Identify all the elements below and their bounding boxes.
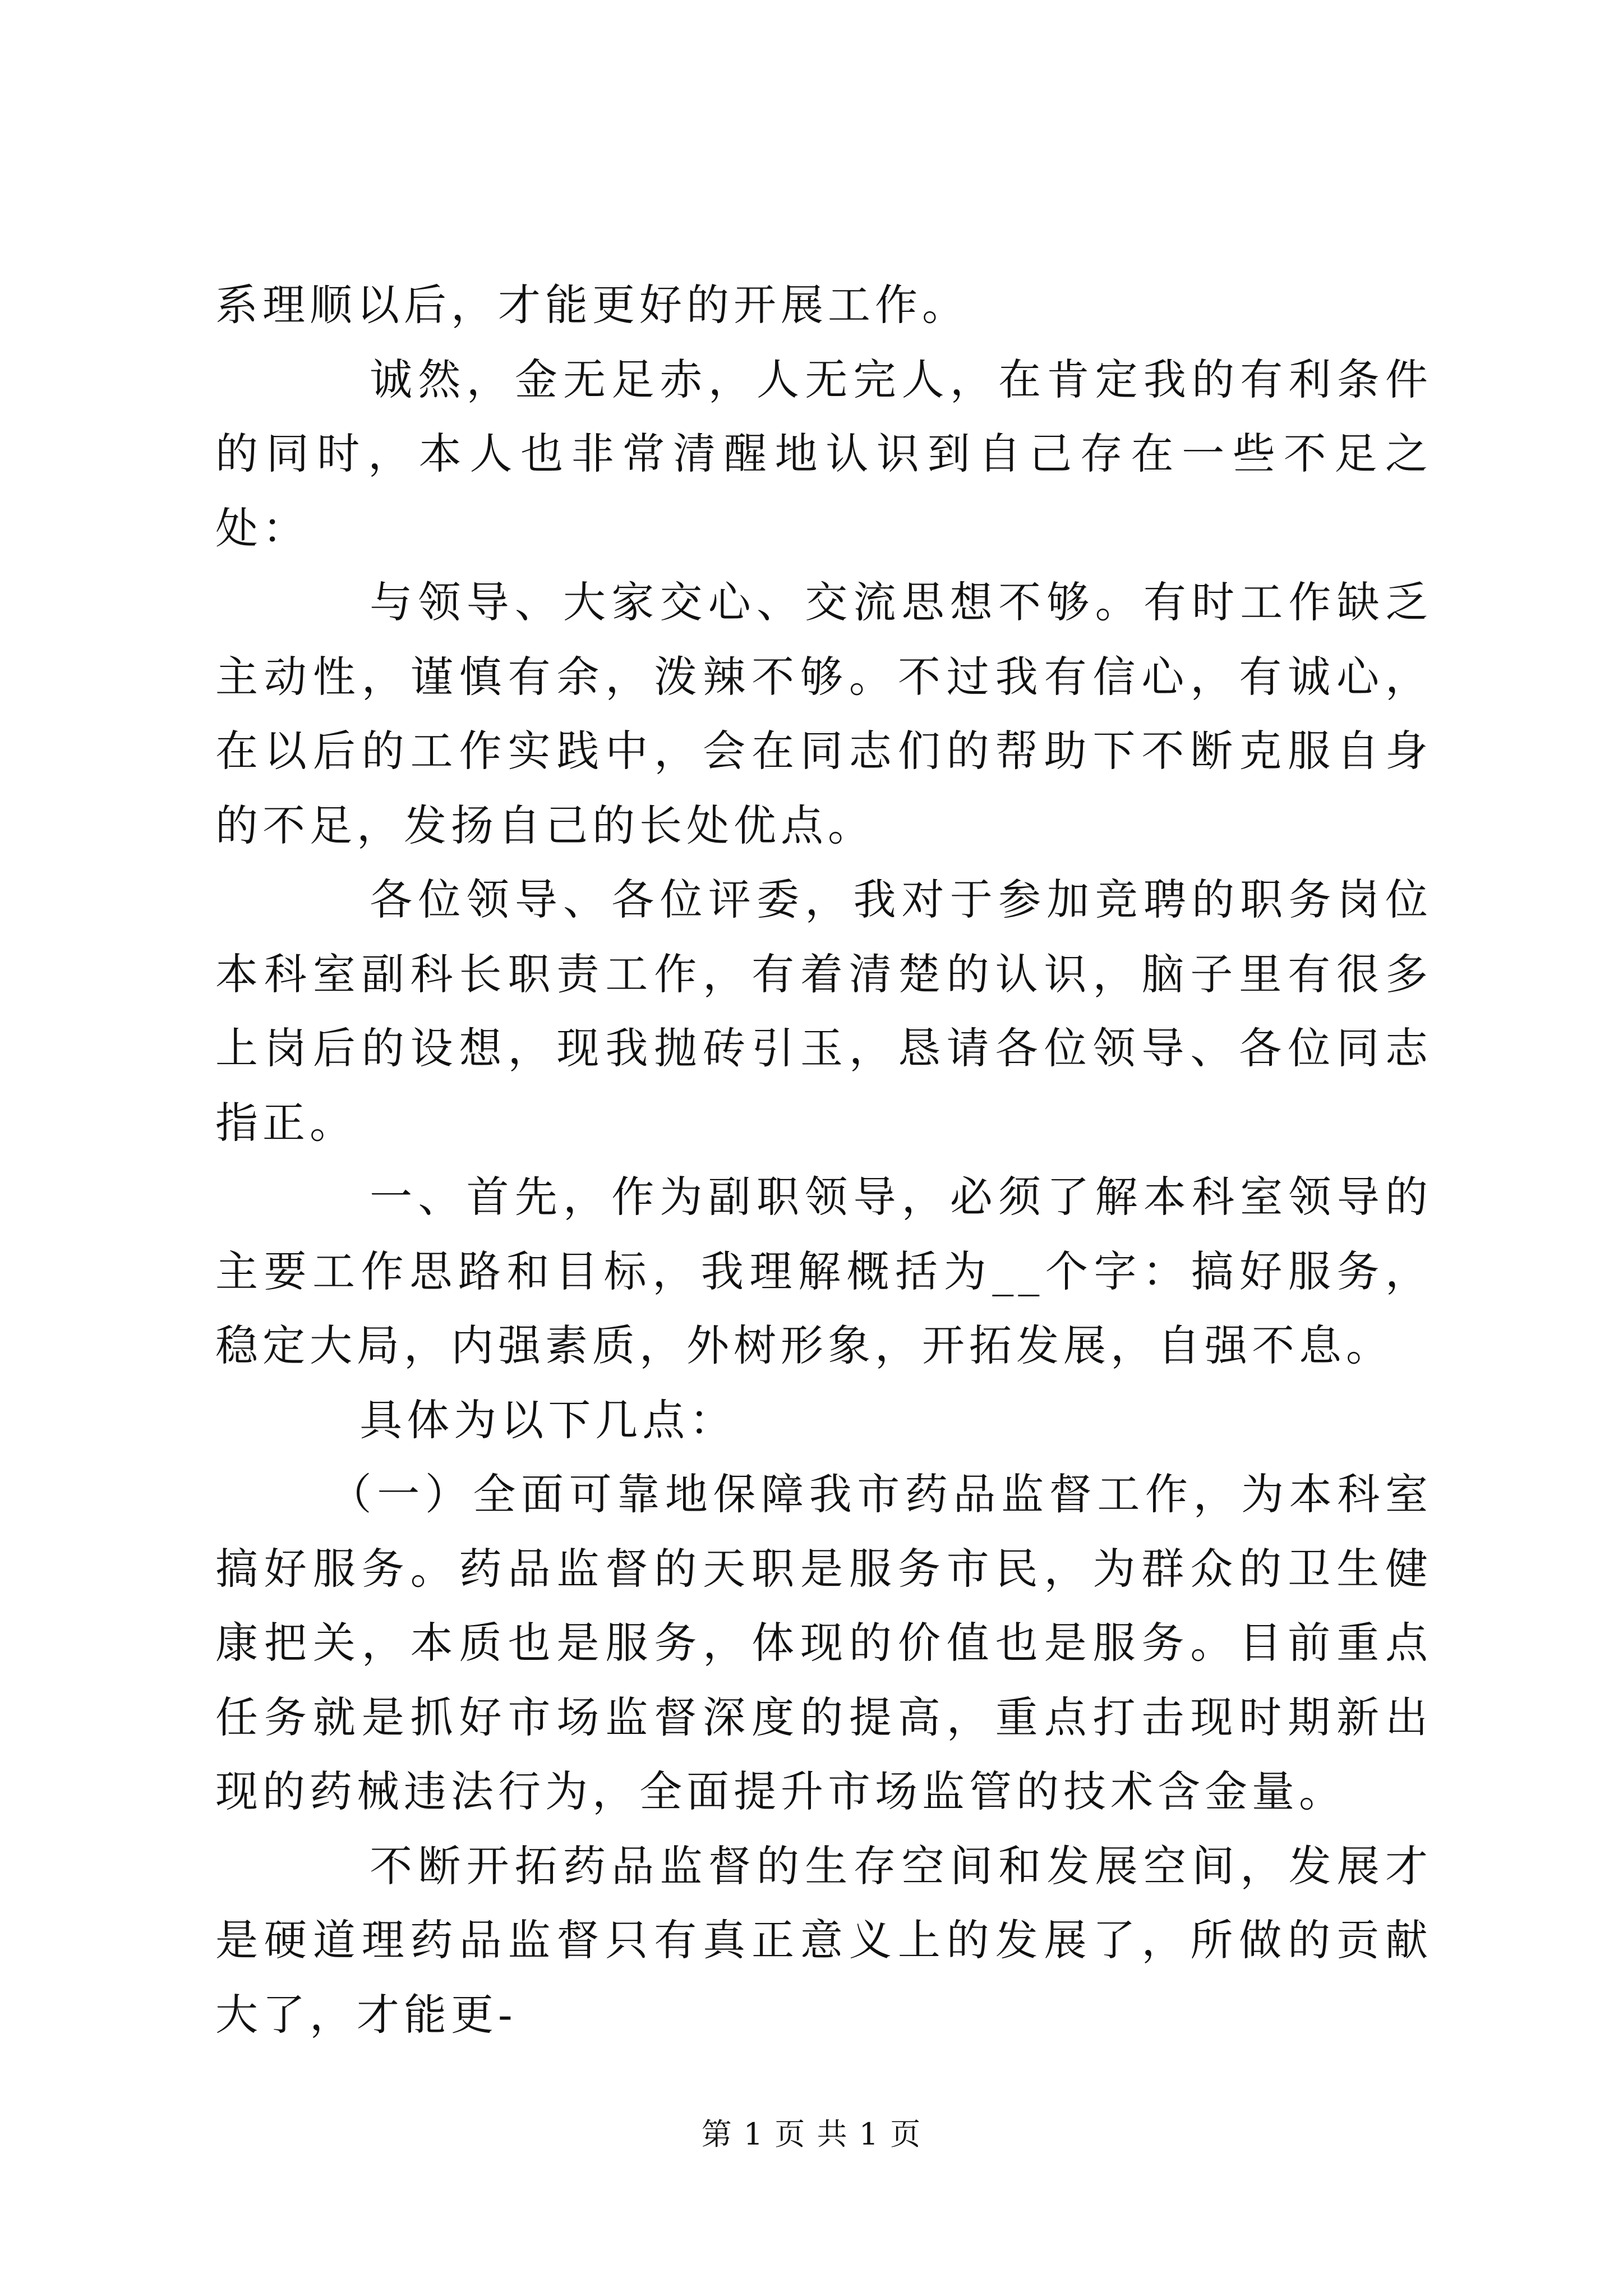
paragraph-4: 各位领导、各位评委，我对于参加竞聘的职务岗位本科室副科长职责工作，有着清楚的认识，脑子里有很多上岗后的设想，现我抛砖引玉，恳请各位领导、各位同志指正。: [215, 875, 1433, 1148]
page-number-label: 第 1 页 共 1 页: [701, 2116, 922, 2152]
paragraph-6: 具体为以下几点：: [215, 1395, 737, 1445]
paragraph-7: （一）全面可靠地保障我市药品监督工作，为本科室搞好服务。药品监督的天职是服务市民，为群众的卫生健康把关，本质也是服务，体现的价值也是服务。目前重点任务就是抓好市场监督深度的提高，重点打击现时期新出现的药械违法行为，全面提升市场监管的技术含金量。: [215, 1469, 1433, 1816]
paragraph-3: 与领导、大家交心、交流思想不够。有时工作缺乏主动性，谨慎有余，泼辣不够。不过我有信心，有诚心，在以后的工作实践中，会在同志们的帮助下不断克服自身的不足，发扬自己的长处优点。: [215, 577, 1433, 850]
document-body: [215, 268, 1432, 2052]
page-footer: [0, 2115, 1623, 2154]
paragraph-5: 一、首先，作为副职领导，必须了解本科室领导的主要工作思路和目标，我理解概括为__个字：搞好服务，稳定大局，内强素质，外树形象，开拓发展，自强不息。: [215, 1172, 1433, 1370]
paragraph-1: 系理顺以后，才能更好的开展工作。: [215, 280, 969, 330]
paragraph-2: 诚然，金无足赤，人无完人，在肯定我的有利条件的同时，本人也非常清醒地认识到自己存在一些不足之处：: [215, 354, 1433, 553]
paragraph-8: 不断开拓药品监督的生存空间和发展空间，发展才是硬道理药品监督只有真正意义上的发展了，所做的贡献大了，才能更-: [215, 1841, 1433, 2040]
